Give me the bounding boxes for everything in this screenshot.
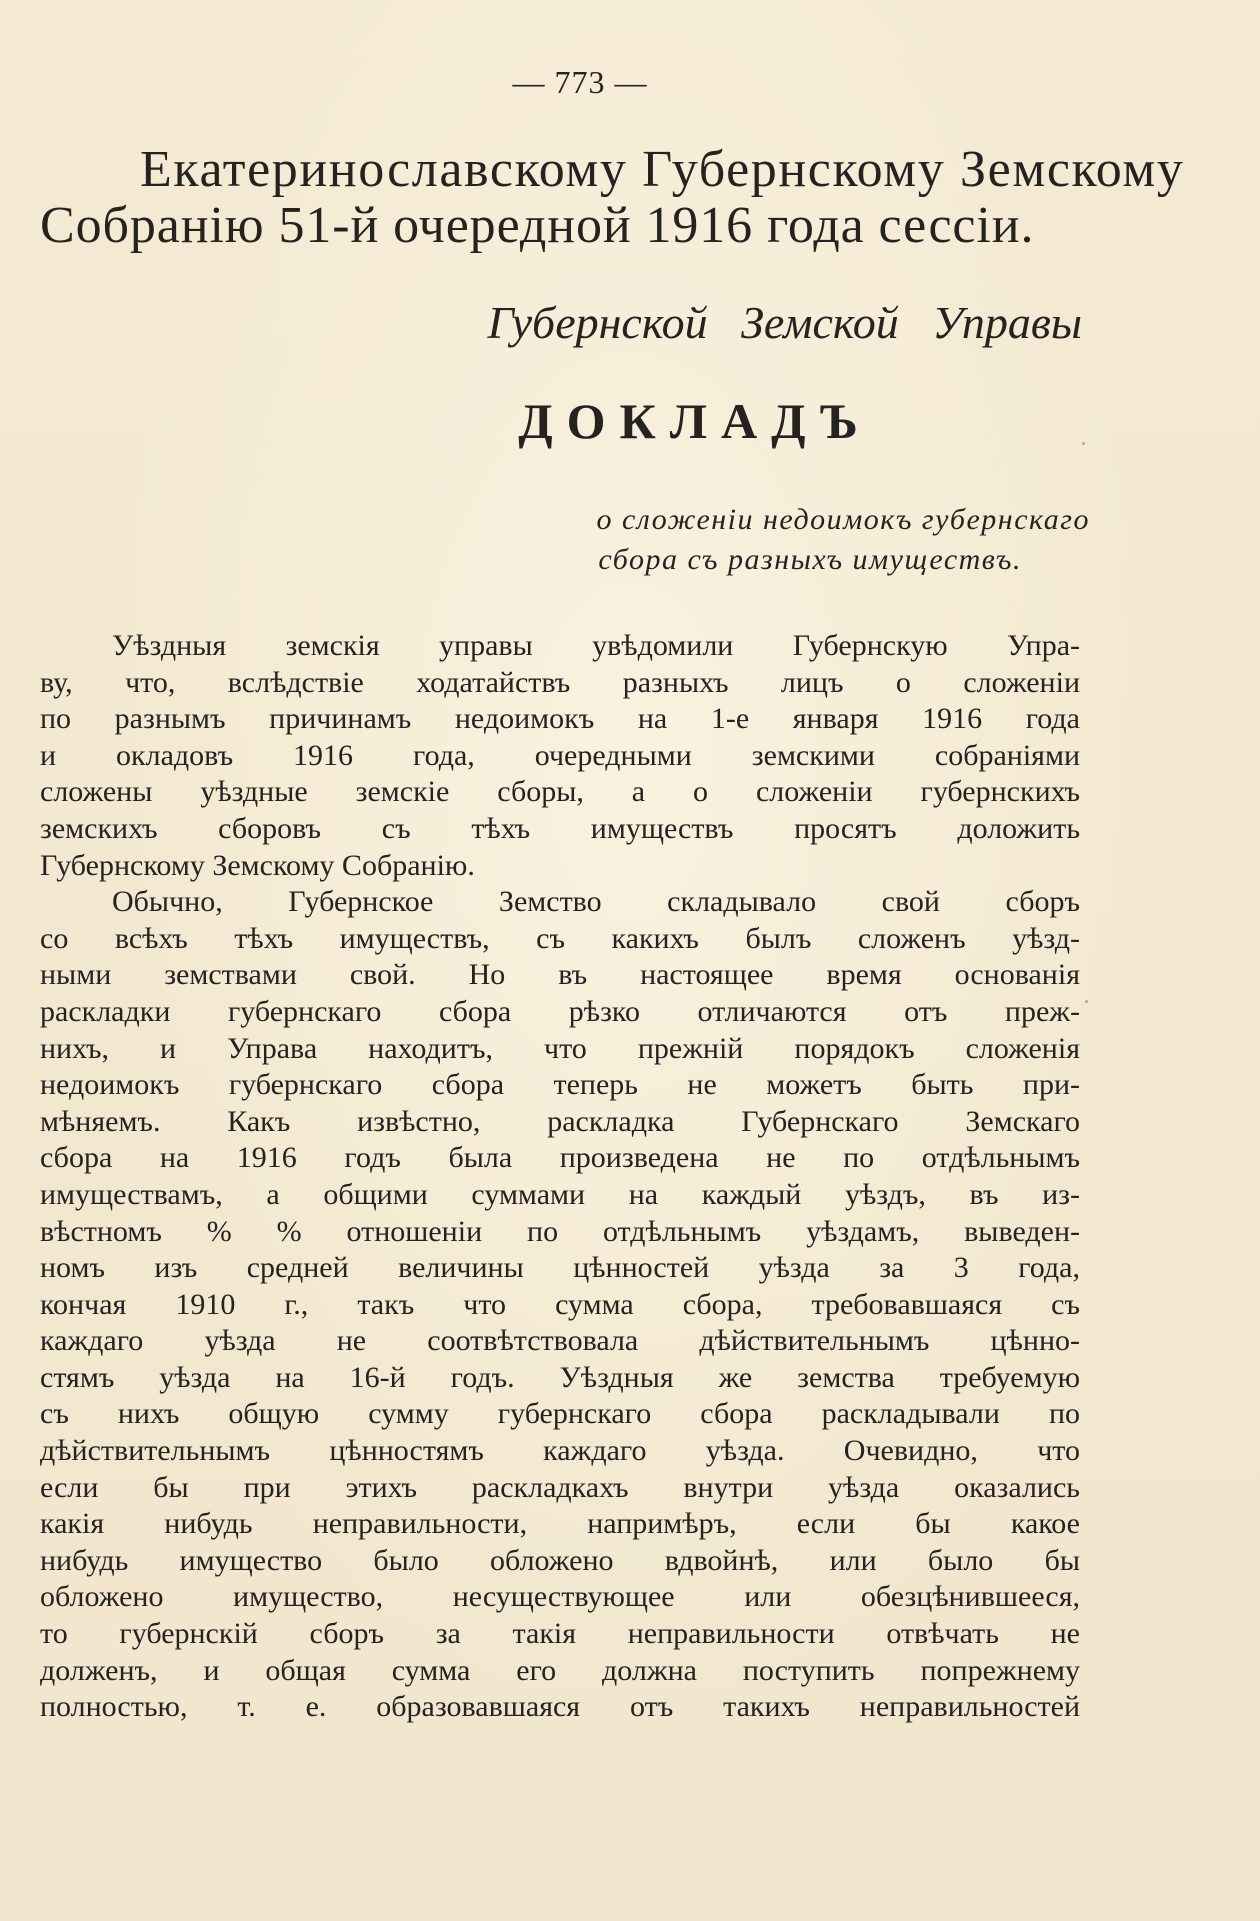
- paragraph-2-line-15: съ нихъ общую сумму губернскаго сбора раскладывали по: [40, 1397, 1080, 1431]
- paragraph-2-line-18: какія нибудь неправильности, напримѣръ, если бы какое: [40, 1507, 1080, 1541]
- paragraph-2-line-3: ными земствами свой. Но въ настоящее время основанія: [40, 958, 1080, 992]
- page-number: — 773 —: [512, 64, 648, 100]
- paragraph-1-line-6: земскихъ сборовъ съ тѣхъ имуществъ просятъ доложить: [40, 811, 1080, 845]
- paragraph-2-line-14: стямъ уѣзда на 16-й годъ. Уѣздныя же земства требуемую: [40, 1360, 1080, 1394]
- paragraph-2-line-1: Обычно, Губернское Земство складывало свой сборъ: [112, 885, 1080, 919]
- paragraph-2-line-22: долженъ, и общая сумма его должна поступить попрежнему: [40, 1653, 1080, 1687]
- paragraph-2-line-8: сбора на 1916 годъ была произведена не по отдѣльнымъ: [40, 1141, 1080, 1175]
- paragraph-1-line-5: сложены уѣздные земскіе сборы, а о сложеніи губернскихъ: [40, 775, 1080, 809]
- title-line-2: Собранію 51-й очередной 1916 года сессіи.: [40, 197, 1035, 254]
- board-name: Губернской Земской Управы: [487, 297, 1082, 348]
- paragraph-2-line-16: дѣйствительнымъ цѣнностямъ каждаго уѣзда. Очевидно, что: [40, 1434, 1080, 1468]
- body-text: [40, 628, 1080, 1726]
- paragraph-2-line-19: нибудь имущество было обложено вдвойнѣ, или было бы: [40, 1543, 1080, 1577]
- paragraph-2-line-10: вѣстномъ % % отношеніи по отдѣльнымъ уѣздамъ, выведен-: [40, 1214, 1080, 1248]
- paragraph-2-line-9: имуществамъ, а общими суммами на каждый уѣздъ, въ из-: [40, 1177, 1080, 1211]
- paragraph-2-line-12: кончая 1910 г., такъ что сумма сбора, требовавшаяся съ: [40, 1287, 1080, 1321]
- paragraph-2-line-17: если бы при этихъ раскладкахъ внутри уѣзда оказались: [40, 1470, 1080, 1504]
- paragraph-1-line-2: ву, что, вслѣдствіе ходатайствъ разныхъ лицъ о сложеніи: [40, 665, 1080, 699]
- paragraph-1-line-7: Губернскому Земскому Собранію.: [40, 848, 475, 882]
- subject-line-1: о сложеніи недоимокъ губернскаго: [596, 503, 1090, 536]
- title-line-1: Екатеринославскому Губернскому Земскому: [140, 141, 1185, 198]
- paragraph-1-line-1: Уѣздныя земскія управы увѣдомили Губернскую Упра-: [112, 629, 1080, 662]
- report-subject: [400, 500, 1090, 580]
- paragraph-2-line-4: раскладки губернскаго сбора рѣзко отличаются отъ преж-: [40, 994, 1080, 1028]
- paper-speck: [1000, 318, 1003, 321]
- paragraph-2-line-21: то губернскій сборъ за такія неправильности отвѣчать не: [40, 1617, 1080, 1651]
- report-heading: ДОКЛАДЪ: [518, 393, 872, 449]
- paper-speck: [1085, 1000, 1088, 1003]
- paragraph-2-line-13: каждаго уѣзда не соотвѣтствовала дѣйствительнымъ цѣнно-: [40, 1324, 1080, 1358]
- paragraph-1-line-4: и окладовъ 1916 года, очередными земскими собраніями: [40, 738, 1080, 772]
- paragraph-2-line-23: полностью, т. е. образовавшаяся отъ такихъ неправильностей: [40, 1690, 1080, 1724]
- paragraph-1-line-3: по разнымъ причинамъ недоимокъ на 1-е января 1916 года: [40, 702, 1080, 736]
- paragraph-2-line-5: нихъ, и Управа находитъ, что прежній порядокъ сложенія: [40, 1031, 1080, 1065]
- subject-line-2: сбора съ разныхъ имуществъ.: [598, 543, 1022, 576]
- paragraph-2-line-6: недоимокъ губернскаго сбора теперь не можетъ быть при-: [40, 1068, 1080, 1102]
- paragraph-2-line-11: номъ изъ средней величины цѣнностей уѣзда за 3 года,: [40, 1251, 1080, 1285]
- paragraph-2-line-20: обложено имущество, несуществующее или обезцѣнившееся,: [40, 1580, 1080, 1614]
- paper-speck: [1082, 442, 1085, 445]
- paragraph-2-line-7: мѣняемъ. Какъ извѣстно, раскладка Губернскаго Земскаго: [40, 1104, 1080, 1138]
- paragraph-2-line-2: со всѣхъ тѣхъ имуществъ, съ какихъ былъ сложенъ уѣзд-: [40, 921, 1080, 955]
